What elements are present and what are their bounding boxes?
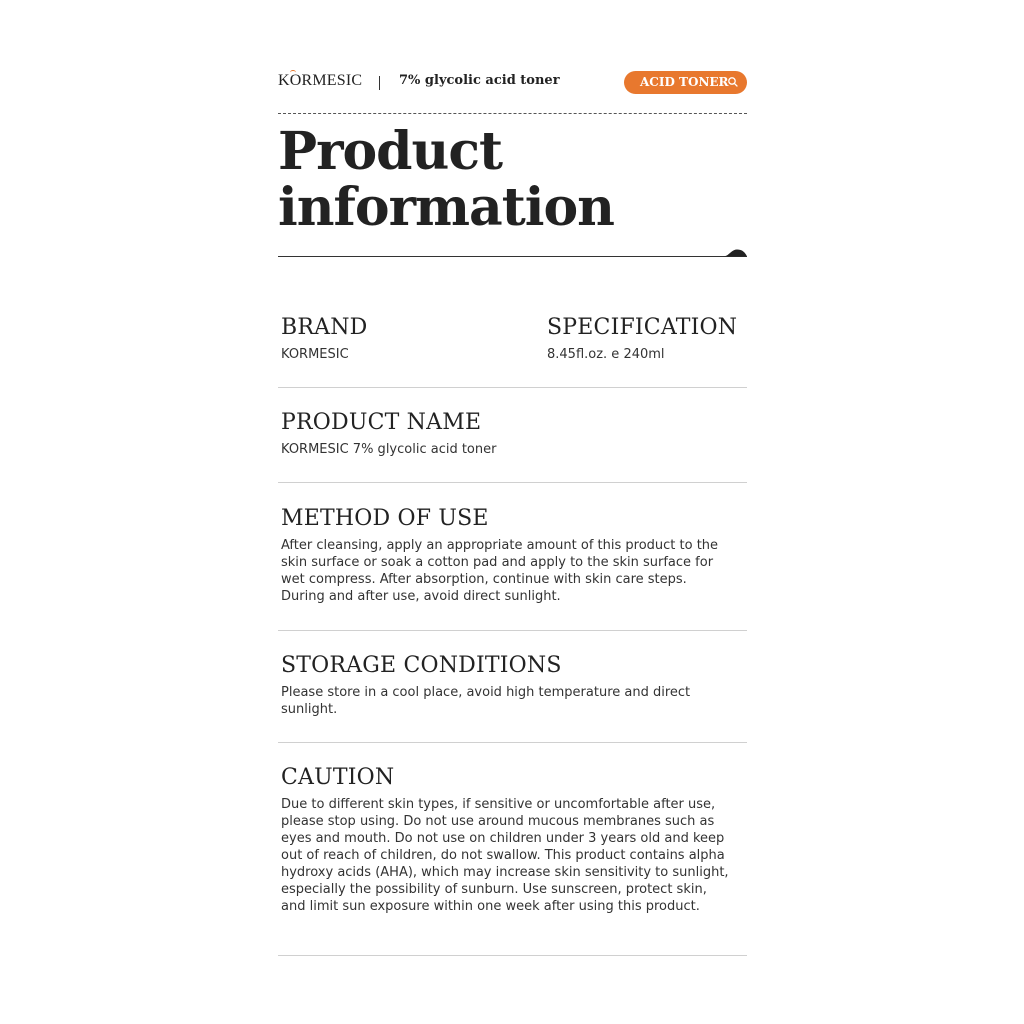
section-divider [278, 955, 747, 956]
caution-heading: CAUTION [281, 765, 395, 790]
page-title-line1: Product [278, 121, 503, 182]
header-product-name: 7% glycolic acid toner [399, 73, 560, 88]
badge-label: ACID TONER [640, 75, 729, 89]
acid-toner-badge[interactable] [624, 71, 747, 94]
brand-logo: KORMESIC [278, 72, 363, 89]
brand-heading: BRAND [281, 315, 368, 340]
page-title-line2: information [278, 177, 614, 238]
method-of-use-heading: METHOD OF USE [281, 506, 489, 531]
method-of-use-text: After cleansing, apply an appropriate amount of this product to the skin surface or soak a cotton pad and apply to the skin surface for wet compress. After absorption, continue with skin care steps. During and after use, avoid direct sunlight. [281, 538, 719, 604]
header [278, 70, 747, 96]
section-divider [278, 482, 747, 483]
section-divider [278, 742, 747, 743]
section-divider [278, 387, 747, 388]
section-divider [278, 630, 747, 631]
product-name-value: KORMESIC 7% glycolic acid toner [281, 442, 497, 457]
search-icon [727, 76, 739, 88]
title-underline-wave-ornament [723, 249, 747, 257]
storage-text: Please store in a cool place, avoid high temperature and direct sunlight. [281, 685, 691, 717]
header-dashed-divider [278, 113, 747, 114]
storage-heading: STORAGE CONDITIONS [281, 653, 562, 678]
specification-value: 8.45fl.oz. e 240ml [547, 347, 665, 362]
title-underline [278, 256, 747, 257]
brand-value: KORMESIC [281, 347, 349, 362]
caution-text: Due to different skin types, if sensitive or uncomfortable after use, please stop using. Do not use around mucous membranes such as eyes and mouth. Do not use on children under 3 years old and keep out of reach of children, do not swallow. This product contains alpha hydroxy acids (AHA), which may increase skin sensitivity to sunlight, especially the possibility of sunburn. Use sunscreen, protect skin, and limit sun exposure within one week after using this product. [281, 797, 729, 914]
header-divider [379, 76, 380, 90]
page-title [278, 121, 614, 238]
specification-heading: SPECIFICATION [547, 315, 738, 340]
product-info-page [278, 0, 747, 1024]
product-name-heading: PRODUCT NAME [281, 410, 482, 435]
